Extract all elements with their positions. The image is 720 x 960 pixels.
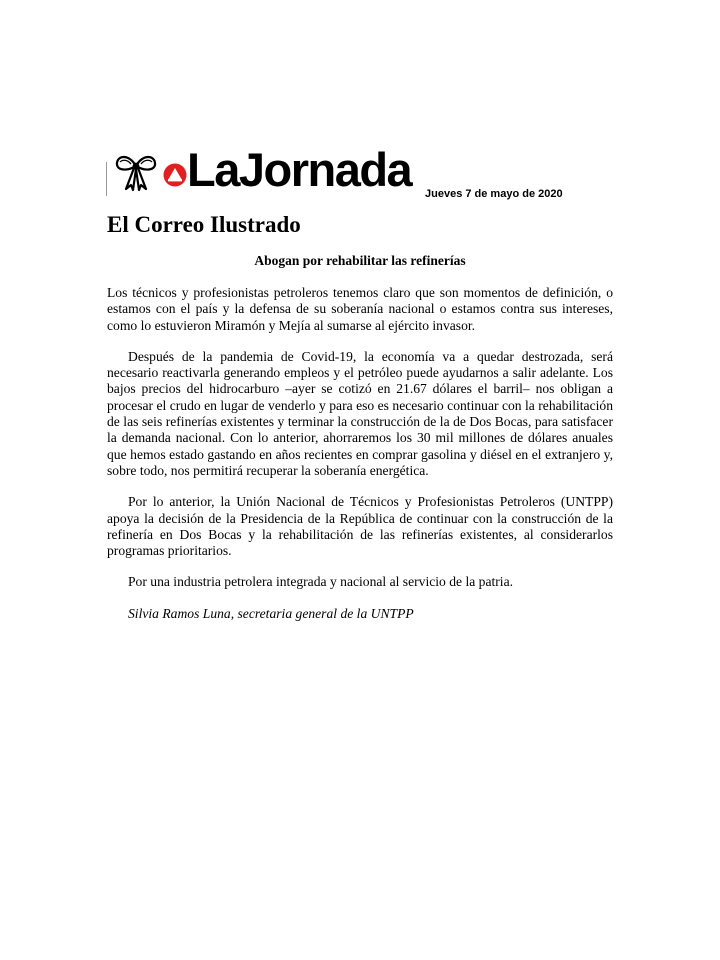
la-jornada-logo bbox=[183, 138, 423, 196]
masthead-divider bbox=[106, 162, 107, 196]
logo-text: LaJornada bbox=[187, 143, 412, 196]
section-title: El Correo Ilustrado bbox=[107, 212, 301, 237]
article-body bbox=[107, 285, 613, 637]
paragraph: Por lo anterior, la Unión Nacional de Técnicos y Profesionistas Petroleros (UNTPP) apoya la decisión de la Presidencia de la República de continuar con la construcción de la refinería en Dos Bocas y la rehabilitación de las refinerías existentes, al considerarlos programas prioritarios. bbox=[107, 494, 613, 559]
article-headline: Abogan por rehabilitar las refinerías bbox=[254, 253, 466, 268]
paragraph: Después de la pandemia de Covid-19, la economía va a quedar destrozada, será necesario reactivarla generando empleos y el petróleo puede ayudarnos a salir adelante. Los bajos precios del hidrocarburo –ayer se cotizó en 21.67 dólares el barril– nos obligan a procesar el crudo en lugar de venderlo y para eso es necesario continuar con la rehabilitación de las seis refinerías existentes y terminar la construcción de la de Dos Bocas, para satisfacer la demanda nacional. Con lo anterior, ahorraremos los 30 mil millones de dólares anuales que hemos estado gastando en años recientes en comprar gasolina y diésel en el extranjero y, sobre todo, nos permitirá recuperar la soberanía energética. bbox=[107, 348, 613, 478]
paragraph: Por una industria petrolera integrada y nacional al servicio de la patria. bbox=[128, 574, 514, 590]
publication-date: Jueves 7 de mayo de 2020 bbox=[425, 188, 563, 200]
paragraph: Los técnicos y profesionistas petroleros tenemos claro que son momentos de definición, o estamos con el país y la defensa de su soberanía nacional o estamos contra sus intereses, como lo estuvieron Miramón y Mejía al sumarse al ejército invasor. bbox=[107, 285, 613, 333]
bow-icon bbox=[114, 150, 158, 192]
signature: Silvia Ramos Luna, secretaria general de la UNTPP bbox=[128, 605, 414, 621]
